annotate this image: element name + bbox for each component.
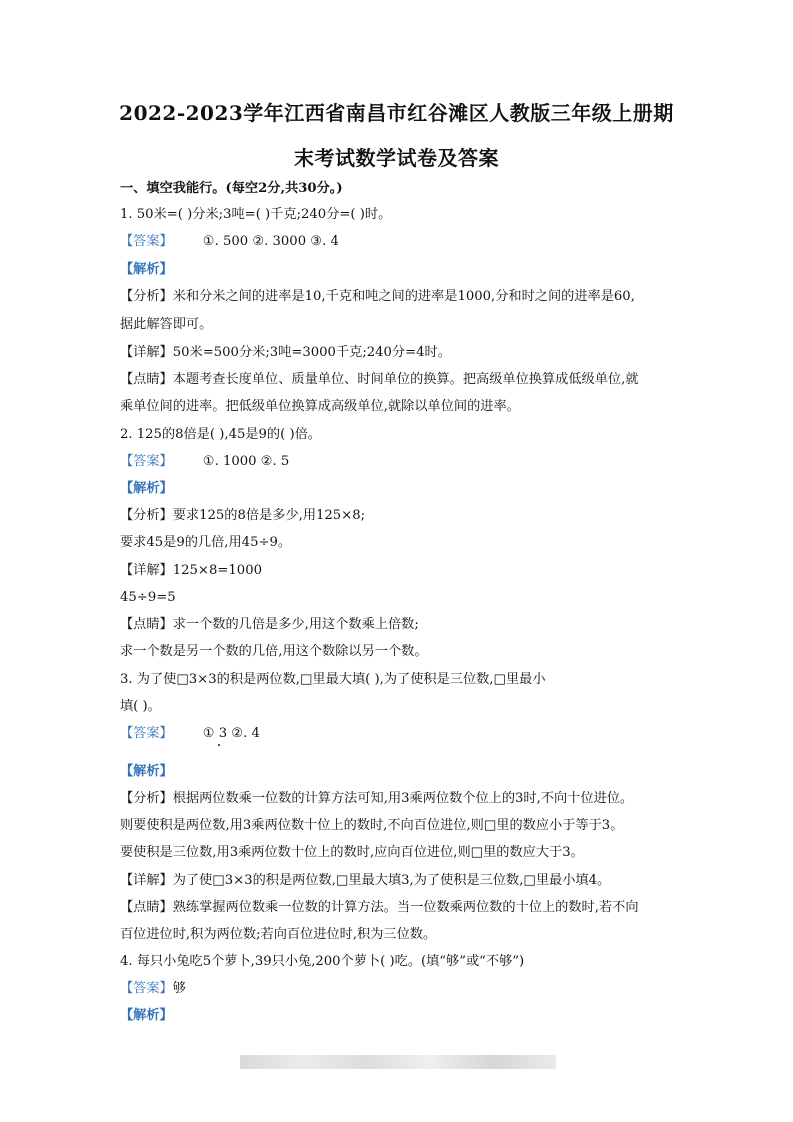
- analysis-dianjing-cont: 百位进位时,积为两位数;若向百位进位时,积为三位数。: [120, 927, 437, 942]
- analysis-label: 【解析】: [120, 262, 173, 277]
- analysis-dianjing-cont: 求一个数是另一个数的几倍,用这个数除以另一个数。: [120, 644, 428, 659]
- analysis-xiangjie-cont: 45÷9=5: [120, 590, 176, 605]
- analysis-fenxi-cont: 则要使积是两位数,用3乘两位数十位上的数时,不向百位进位,则□里的数应小于等于3。: [120, 818, 624, 833]
- answer-text: ① 3 ②. 4: [202, 726, 260, 741]
- question-2: 2. 125的8倍是( ),45是9的( )倍。: [120, 427, 321, 442]
- question-4: 4. 每只小兔吃5个萝卜,39只小兔,200个萝卜( )吃。(填“够”或“不够”): [120, 954, 525, 969]
- analysis-label: 【解析】: [120, 481, 173, 496]
- answer-text: 够: [172, 981, 186, 996]
- analysis-label: 【解析】: [120, 1008, 173, 1023]
- analysis-fenxi: 【分析】根据两位数乘一位数的计算方法可知,用3乘两位数个位上的3时,不向十位进位。: [120, 791, 634, 806]
- answer-row-3: [120, 725, 680, 743]
- analysis-fenxi: 【分析】要求125的8倍是多少,用125×8;: [120, 508, 366, 523]
- answer-row-4: [120, 980, 680, 998]
- answer-row-1: [120, 233, 680, 251]
- analysis-dianjing: 【点睛】求一个数的几倍是多少,用这个数乘上倍数;: [120, 617, 419, 632]
- stray-dot: [218, 744, 220, 746]
- answer-label: 【答案】: [120, 726, 173, 741]
- analysis-xiangjie: 【详解】125×8=1000: [120, 563, 262, 578]
- section-heading: 一、填空我能行。(每空2分,共30分。): [120, 181, 343, 196]
- analysis-fenxi: 【分析】米和分米之间的进率是10,千克和吨之间的进率是1000,分和时之间的进率是60,: [120, 289, 635, 304]
- question-3-cont: 填( )。: [120, 699, 161, 714]
- analysis-fenxi-cont: 要使积是三位数,用3乘两位数十位上的数时,应向百位进位,则□里的数应大于3。: [120, 845, 584, 860]
- analysis-fenxi-cont: 要求45是9的几倍,用45÷9。: [120, 535, 292, 550]
- document-title-line2: 末考试数学试卷及答案: [294, 146, 499, 170]
- blurred-footer-watermark: [240, 1055, 556, 1069]
- question-3: 3. 为了使□3×3的积是两位数,□里最大填( ),为了使积是三位数,□里最小: [120, 672, 546, 687]
- answer-row-2: [120, 453, 680, 471]
- analysis-dianjing: 【点睛】熟练掌握两位数乘一位数的计算方法。当一位数乘两位数的十位上的数时,若不向: [120, 900, 639, 915]
- answer-label: 【答案】: [120, 454, 173, 469]
- answer-label: 【答案】: [120, 981, 173, 996]
- document-title-line1: 2022-2023学年江西省南昌市红谷滩区人教版三年级上册期: [119, 101, 674, 125]
- analysis-dianjing: 【点睛】本题考查长度单位、质量单位、时间单位的换算。把高级单位换算成低级单位,就: [120, 372, 639, 387]
- analysis-xiangjie: 【详解】为了使□3×3的积是两位数,□里最大填3,为了使积是三位数,□里最小填4。: [120, 873, 611, 888]
- answer-text: ①. 1000 ②. 5: [202, 454, 290, 469]
- question-1: 1. 50米=( )分米;3吨=( )千克;240分=( )时。: [120, 207, 392, 222]
- answer-label: 【答案】: [120, 234, 173, 249]
- analysis-fenxi-cont: 据此解答即可。: [120, 317, 213, 332]
- analysis-label: 【解析】: [120, 764, 173, 779]
- answer-text: ①. 500 ②. 3000 ③. 4: [202, 234, 339, 249]
- analysis-dianjing-cont: 乘单位间的进率。把低级单位换算成高级单位,就除以单位间的进率。: [120, 399, 520, 414]
- analysis-xiangjie: 【详解】50米=500分米;3吨=3000千克;240分=4时。: [120, 345, 451, 360]
